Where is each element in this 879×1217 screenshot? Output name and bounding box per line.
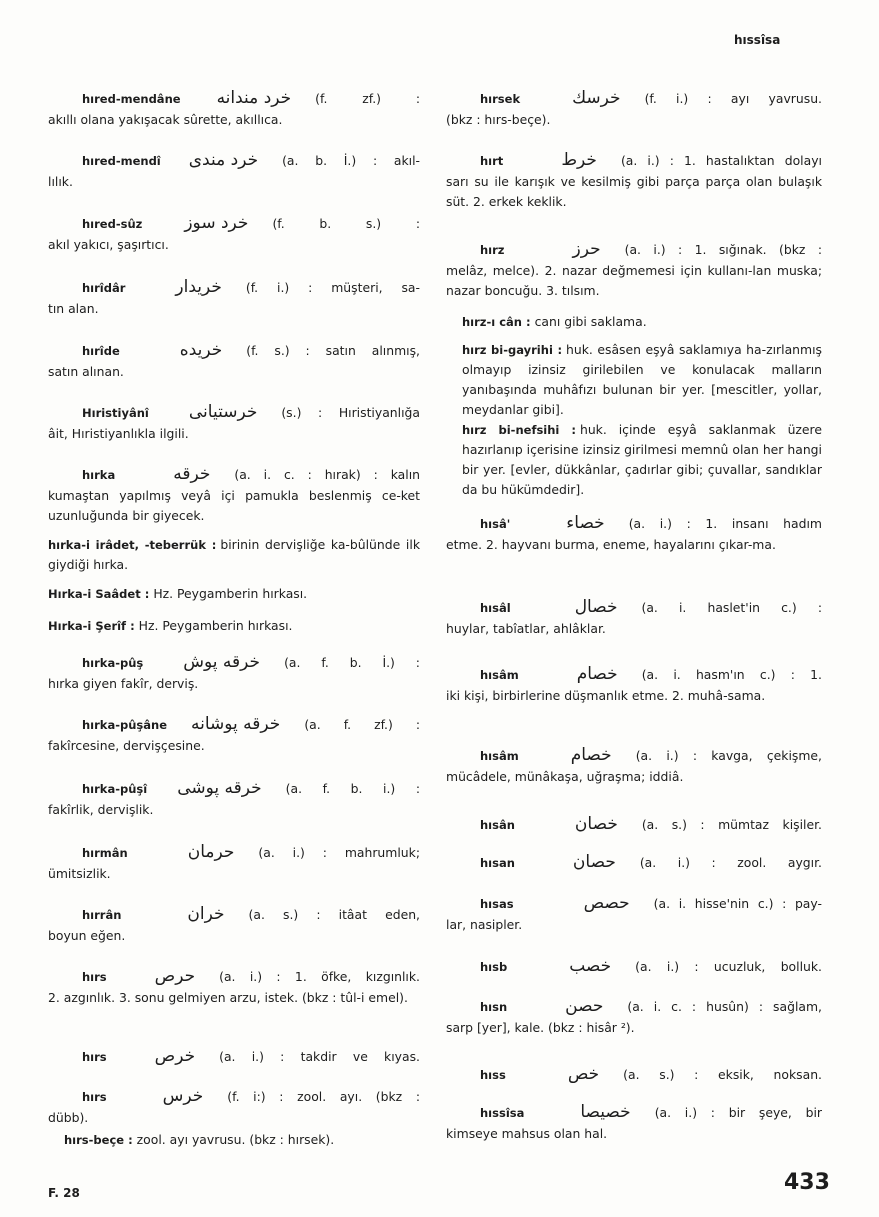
entry-definition: satın alınan. [48, 364, 124, 379]
arabic-script: خرقه [173, 464, 211, 484]
dictionary-entry [446, 664, 822, 706]
entry-definition: mücâdele, münâkaşa, uğraşma; iddiâ. [446, 769, 684, 784]
arabic-script: خرد مندى [188, 150, 259, 170]
entry-term: hısân [480, 818, 515, 832]
entry-headline [446, 150, 822, 171]
entry-grammar: (a. i. c. : husûn) : sağlam, [627, 999, 822, 1014]
entry-definition: fakîrcesine, dervişçesine. [48, 738, 205, 753]
entry-term: hırz bi-gayrihi : [462, 343, 563, 357]
dictionary-entry [48, 464, 420, 526]
entry-term: Hırka-i Şerîf : [48, 619, 135, 633]
entry-term: hırîde [82, 344, 120, 358]
entry-grammar: (f. i.) : ayı yavrusu. [644, 91, 822, 106]
arabic-script: خصيصا [580, 1102, 631, 1122]
entry-grammar: (a. i.) : 1. sığınak. (bkz : [624, 242, 822, 257]
entry-definition: akıllı olana yakışacak sûrette, akıllıca. [48, 112, 283, 127]
dictionary-entry [48, 402, 420, 444]
entry-definition: canı gibi saklama. [534, 314, 647, 329]
arabic-script: حصص [583, 893, 630, 913]
entry-term: hısas [480, 897, 514, 911]
entry-headline [446, 1064, 822, 1085]
dictionary-entry [48, 213, 420, 255]
entry-headline [48, 714, 420, 735]
arabic-script: خران [187, 904, 225, 924]
entry-headline [48, 778, 420, 799]
entry-definition: tın alan. [48, 301, 99, 316]
entry-term: hırs [82, 970, 107, 984]
entry-definition: âit, Hıristiyanlıkla ilgili. [48, 426, 189, 441]
dictionary-entry [446, 1064, 822, 1085]
entry-grammar: (a. s.) : itâat eden, [248, 907, 420, 922]
dictionary-entry [48, 1046, 420, 1067]
entry-headline [446, 814, 822, 835]
dictionary-entry [48, 340, 420, 382]
entry-definition: huk. içinde eşyâ saklanmak üzere hazırlanıp içerisine izinsiz girilmesi memnû olan her hangi bir yer. [evler, dükkânlar, çadırlar gibi; çuvallar, sandıklar da bu hükümdedir]. [462, 422, 822, 497]
dictionary-entry [446, 597, 822, 639]
entry-definition: iki kişi, birbirlerine düşmanlık etme. 2. muhâ-sama. [446, 688, 766, 703]
dictionary-entry [48, 277, 420, 319]
entry-definition: dübb). [48, 1110, 89, 1125]
entry-definition: kimseye mahsus olan hal. [446, 1126, 608, 1141]
entry-grammar: (a. f. zf.) : [304, 717, 420, 732]
entry-headline [48, 1046, 420, 1067]
dictionary-entry [446, 996, 822, 1038]
entry-term: hıred-sûz [82, 217, 143, 231]
signature-mark: F. 28 [48, 1186, 80, 1200]
entry-grammar: (a. i. haslet'in c.) : [641, 600, 822, 615]
entry-definition: hırka giyen fakîr, derviş. [48, 676, 199, 691]
arabic-script: خصب [569, 956, 612, 976]
entry-grammar: (s.) : Hıristiyanlığa [281, 405, 420, 420]
entry-grammar: (a. i.) : ucuzluk, bolluk. [635, 959, 822, 974]
arabic-script: حصن [565, 996, 604, 1016]
arabic-script: خص [567, 1064, 600, 1084]
entry-definition: etme. 2. hayvanı burma, eneme, hayalarını çıkar-ma. [446, 537, 776, 552]
page-number: 433 [784, 1170, 830, 1195]
dictionary-entry [446, 513, 822, 555]
entry-definition: akıl yakıcı, şaşırtıcı. [48, 237, 169, 252]
dictionary-entry [48, 616, 420, 636]
arabic-script: خصان [574, 814, 618, 834]
entry-term: hırz bi-nefsihi : [462, 423, 576, 437]
entry-term: hırka [82, 468, 116, 482]
dictionary-entry [48, 535, 420, 575]
entry-headline [446, 893, 822, 914]
entry-grammar: (a. s.) : eksik, noksan. [623, 1067, 822, 1082]
arabic-script: خريده [179, 340, 223, 360]
arabic-script: خصام [570, 745, 612, 765]
entry-term: hısn [480, 1000, 508, 1014]
entry-headline [48, 213, 420, 234]
entry-grammar: (a. i.) : zool. aygır. [639, 855, 822, 870]
running-header: hıssîsa [734, 33, 781, 47]
dictionary-entry [446, 312, 822, 332]
entry-grammar: (f. s.) : satın alınmış, [246, 343, 420, 358]
entry-term: hırrân [82, 908, 122, 922]
entry-headline [48, 842, 420, 863]
arabic-script: خصال [574, 597, 618, 617]
entry-term: hısb [480, 960, 508, 974]
entry-term: hırka-i irâdet, -teberrük : [48, 538, 217, 552]
entry-headline [48, 277, 420, 298]
entry-definition: sarp [yer], kale. (bkz : hisâr ²). [446, 1020, 635, 1035]
dictionary-entry [446, 88, 822, 130]
arabic-script: خرقه پوش [183, 652, 261, 672]
arabic-script: حرز [572, 239, 601, 259]
entry-headline [446, 852, 822, 873]
entry-headline [48, 966, 420, 987]
arabic-script: خرستيانى [188, 402, 258, 422]
entry-grammar: (f. i.) : müşteri, sa- [245, 280, 420, 295]
dictionary-entry [48, 842, 420, 884]
entry-grammar: (a. s.) : mümtaz kişiler. [641, 817, 822, 832]
entry-term: hısâl [480, 601, 511, 615]
entry-term: hıred-mendî [82, 154, 161, 168]
entry-headline [48, 904, 420, 925]
entry-term: hırz [480, 243, 505, 257]
entry-headline [446, 745, 822, 766]
entry-term: hıssîsa [480, 1106, 525, 1120]
arabic-script: خرص [154, 1046, 196, 1066]
dictionary-entry [48, 150, 420, 192]
dictionary-entry [48, 652, 420, 694]
dictionary-entry [48, 966, 420, 1008]
entry-definition: lılık. [48, 174, 73, 189]
dictionary-entry [446, 852, 822, 873]
entry-term: hırs [82, 1090, 107, 1104]
entry-definition: 2. azgınlık. 3. sonu gelmiyen arzu, istek. (bkz : tûl-i emel). [48, 990, 408, 1005]
dictionary-entry [48, 1086, 420, 1128]
entry-headline [48, 340, 420, 361]
entry-grammar: (a. f. b. i.) : [285, 781, 420, 796]
entry-grammar: (a. i. c. : hırak) : kalın [234, 467, 420, 482]
entry-headline [446, 88, 822, 109]
entry-grammar: (a. i.) : kavga, çekişme, [635, 748, 822, 763]
entry-definition: lar, nasipler. [446, 917, 523, 932]
entry-term: hırz-ı cân : [462, 315, 531, 329]
entry-headline [48, 150, 420, 171]
arabic-script: خرد سوز [184, 213, 249, 233]
entry-headline [446, 597, 822, 618]
entry-headline [446, 996, 822, 1017]
entry-definition: sarı su ile karışık ve kesilmiş gibi parça parça olan bulaşık süt. 2. erkek keklik. [446, 174, 822, 209]
entry-term: hırka-pûş [82, 656, 144, 670]
entry-grammar: (a. b. İ.) : akıl- [282, 153, 420, 168]
dictionary-entry [446, 956, 822, 977]
entry-term: hırt [480, 154, 504, 168]
entry-definition: Hz. Peygamberin hırkası. [138, 618, 293, 633]
entry-definition: ümitsizlik. [48, 866, 111, 881]
arabic-script: خرقه پوشانه [191, 714, 281, 734]
entry-term: hıred-mendâne [82, 92, 181, 106]
entry-headline [446, 956, 822, 977]
dictionary-entry [48, 88, 420, 130]
arabic-script: حرمان [187, 842, 235, 862]
entry-definition: Hz. Peygamberin hırkası. [153, 586, 308, 601]
entry-headline [48, 464, 420, 485]
arabic-script: حصان [572, 852, 616, 872]
entry-grammar: (f. i:) : zool. ayı. (bkz : [227, 1089, 420, 1104]
entry-term: Hıristiyânî [82, 406, 149, 420]
arabic-script: حرص [154, 966, 196, 986]
entry-definition: birinin dervişliğe ka-bûlünde ilk giydiği hırka. [48, 537, 420, 572]
entry-definition: zool. ayı yavrusu. (bkz : hırsek). [136, 1132, 335, 1147]
entry-grammar: (f. zf.) : [315, 91, 420, 106]
entry-term: hırmân [82, 846, 128, 860]
entry-headline [446, 664, 822, 685]
entry-grammar: (a. i.) : 1. hastalıktan dolayı [620, 153, 822, 168]
entry-term: hırs-beçe : [64, 1133, 133, 1147]
entry-headline [48, 88, 420, 109]
entry-term: hırs [82, 1050, 107, 1064]
arabic-script: خريدار [175, 277, 222, 297]
entry-headline [446, 239, 822, 260]
entry-definition: huk. esâsen eşyâ saklamıya ha-zırlanmış olmayıp izinsiz girilebilen ve konulacak malların yanıbaşında muhâfızı bulunan bir yer. [mescitler, yollar, meydanlar gibi]. [462, 342, 822, 417]
entry-term: hısâm [480, 749, 519, 763]
entry-definition: kumaştan yapılmış veyâ içi pamukla beslenmiş ce-ket uzunluğunda bir giyecek. [48, 488, 420, 523]
entry-grammar: (a. f. b. İ.) : [284, 655, 420, 670]
entry-definition: fakîrlik, dervişlik. [48, 802, 154, 817]
dictionary-entry [446, 893, 822, 935]
dictionary-entry [446, 814, 822, 835]
entry-headline [446, 513, 822, 534]
arabic-script: خرسك [572, 88, 621, 108]
dictionary-entry [446, 150, 822, 212]
arabic-script: خصاء [566, 513, 605, 533]
entry-headline [48, 652, 420, 673]
entry-headline [48, 1086, 420, 1107]
entry-term: hırsek [480, 92, 521, 106]
entry-term: hırka-pûşâne [82, 718, 167, 732]
entry-term: hısâ' [480, 517, 511, 531]
entry-headline [48, 402, 420, 423]
dictionary-entry [48, 778, 420, 820]
entry-definition: (bkz : hırs-beçe). [446, 112, 551, 127]
entry-grammar: (a. i.) : 1. öfke, kızgınlık. [219, 969, 420, 984]
entry-grammar: (a. i.) : mahrumluk; [258, 845, 420, 860]
arabic-script: خرس [162, 1086, 204, 1106]
entry-definition: boyun eğen. [48, 928, 126, 943]
dictionary-entry [446, 420, 822, 500]
arabic-script: خرط [561, 150, 597, 170]
entry-term: hıss [480, 1068, 506, 1082]
entry-grammar: (f. b. s.) : [272, 216, 420, 231]
dictionary-entry [48, 584, 420, 604]
entry-definition: huylar, tabîatlar, ahlâklar. [446, 621, 606, 636]
entry-term: hısâm [480, 668, 519, 682]
dictionary-entry [48, 904, 420, 946]
entry-grammar: (a. i. hasm'ın c.) : 1. [641, 667, 822, 682]
entry-term: hırîdâr [82, 281, 126, 295]
dictionary-entry [446, 1102, 822, 1144]
entry-term: hırka-pûşî [82, 782, 148, 796]
arabic-script: خرقه پوشى [177, 778, 262, 798]
dictionary-entry [48, 1130, 420, 1150]
entry-term: Hırka-i Saâdet : [48, 587, 150, 601]
entry-grammar: (a. i.) : bir şeye, bir [654, 1105, 822, 1120]
dictionary-entry [446, 340, 822, 420]
dictionary-entry [446, 239, 822, 301]
entry-headline [446, 1102, 822, 1123]
entry-definition: melâz, melce). 2. nazar değmemesi için kullanı-lan muska; nazar boncuğu. 3. tılsım. [446, 263, 822, 298]
dictionary-entry [48, 714, 420, 756]
dictionary-entry [446, 745, 822, 787]
arabic-script: خصام [576, 664, 618, 684]
entry-grammar: (a. i.) : 1. insanı hadım [628, 516, 822, 531]
arabic-script: خرد مندانه [216, 88, 292, 108]
entry-grammar: (a. i.) : takdir ve kıyas. [219, 1049, 420, 1064]
entry-term: hısan [480, 856, 515, 870]
entry-grammar: (a. i. hisse'nin c.) : pay- [653, 896, 822, 911]
